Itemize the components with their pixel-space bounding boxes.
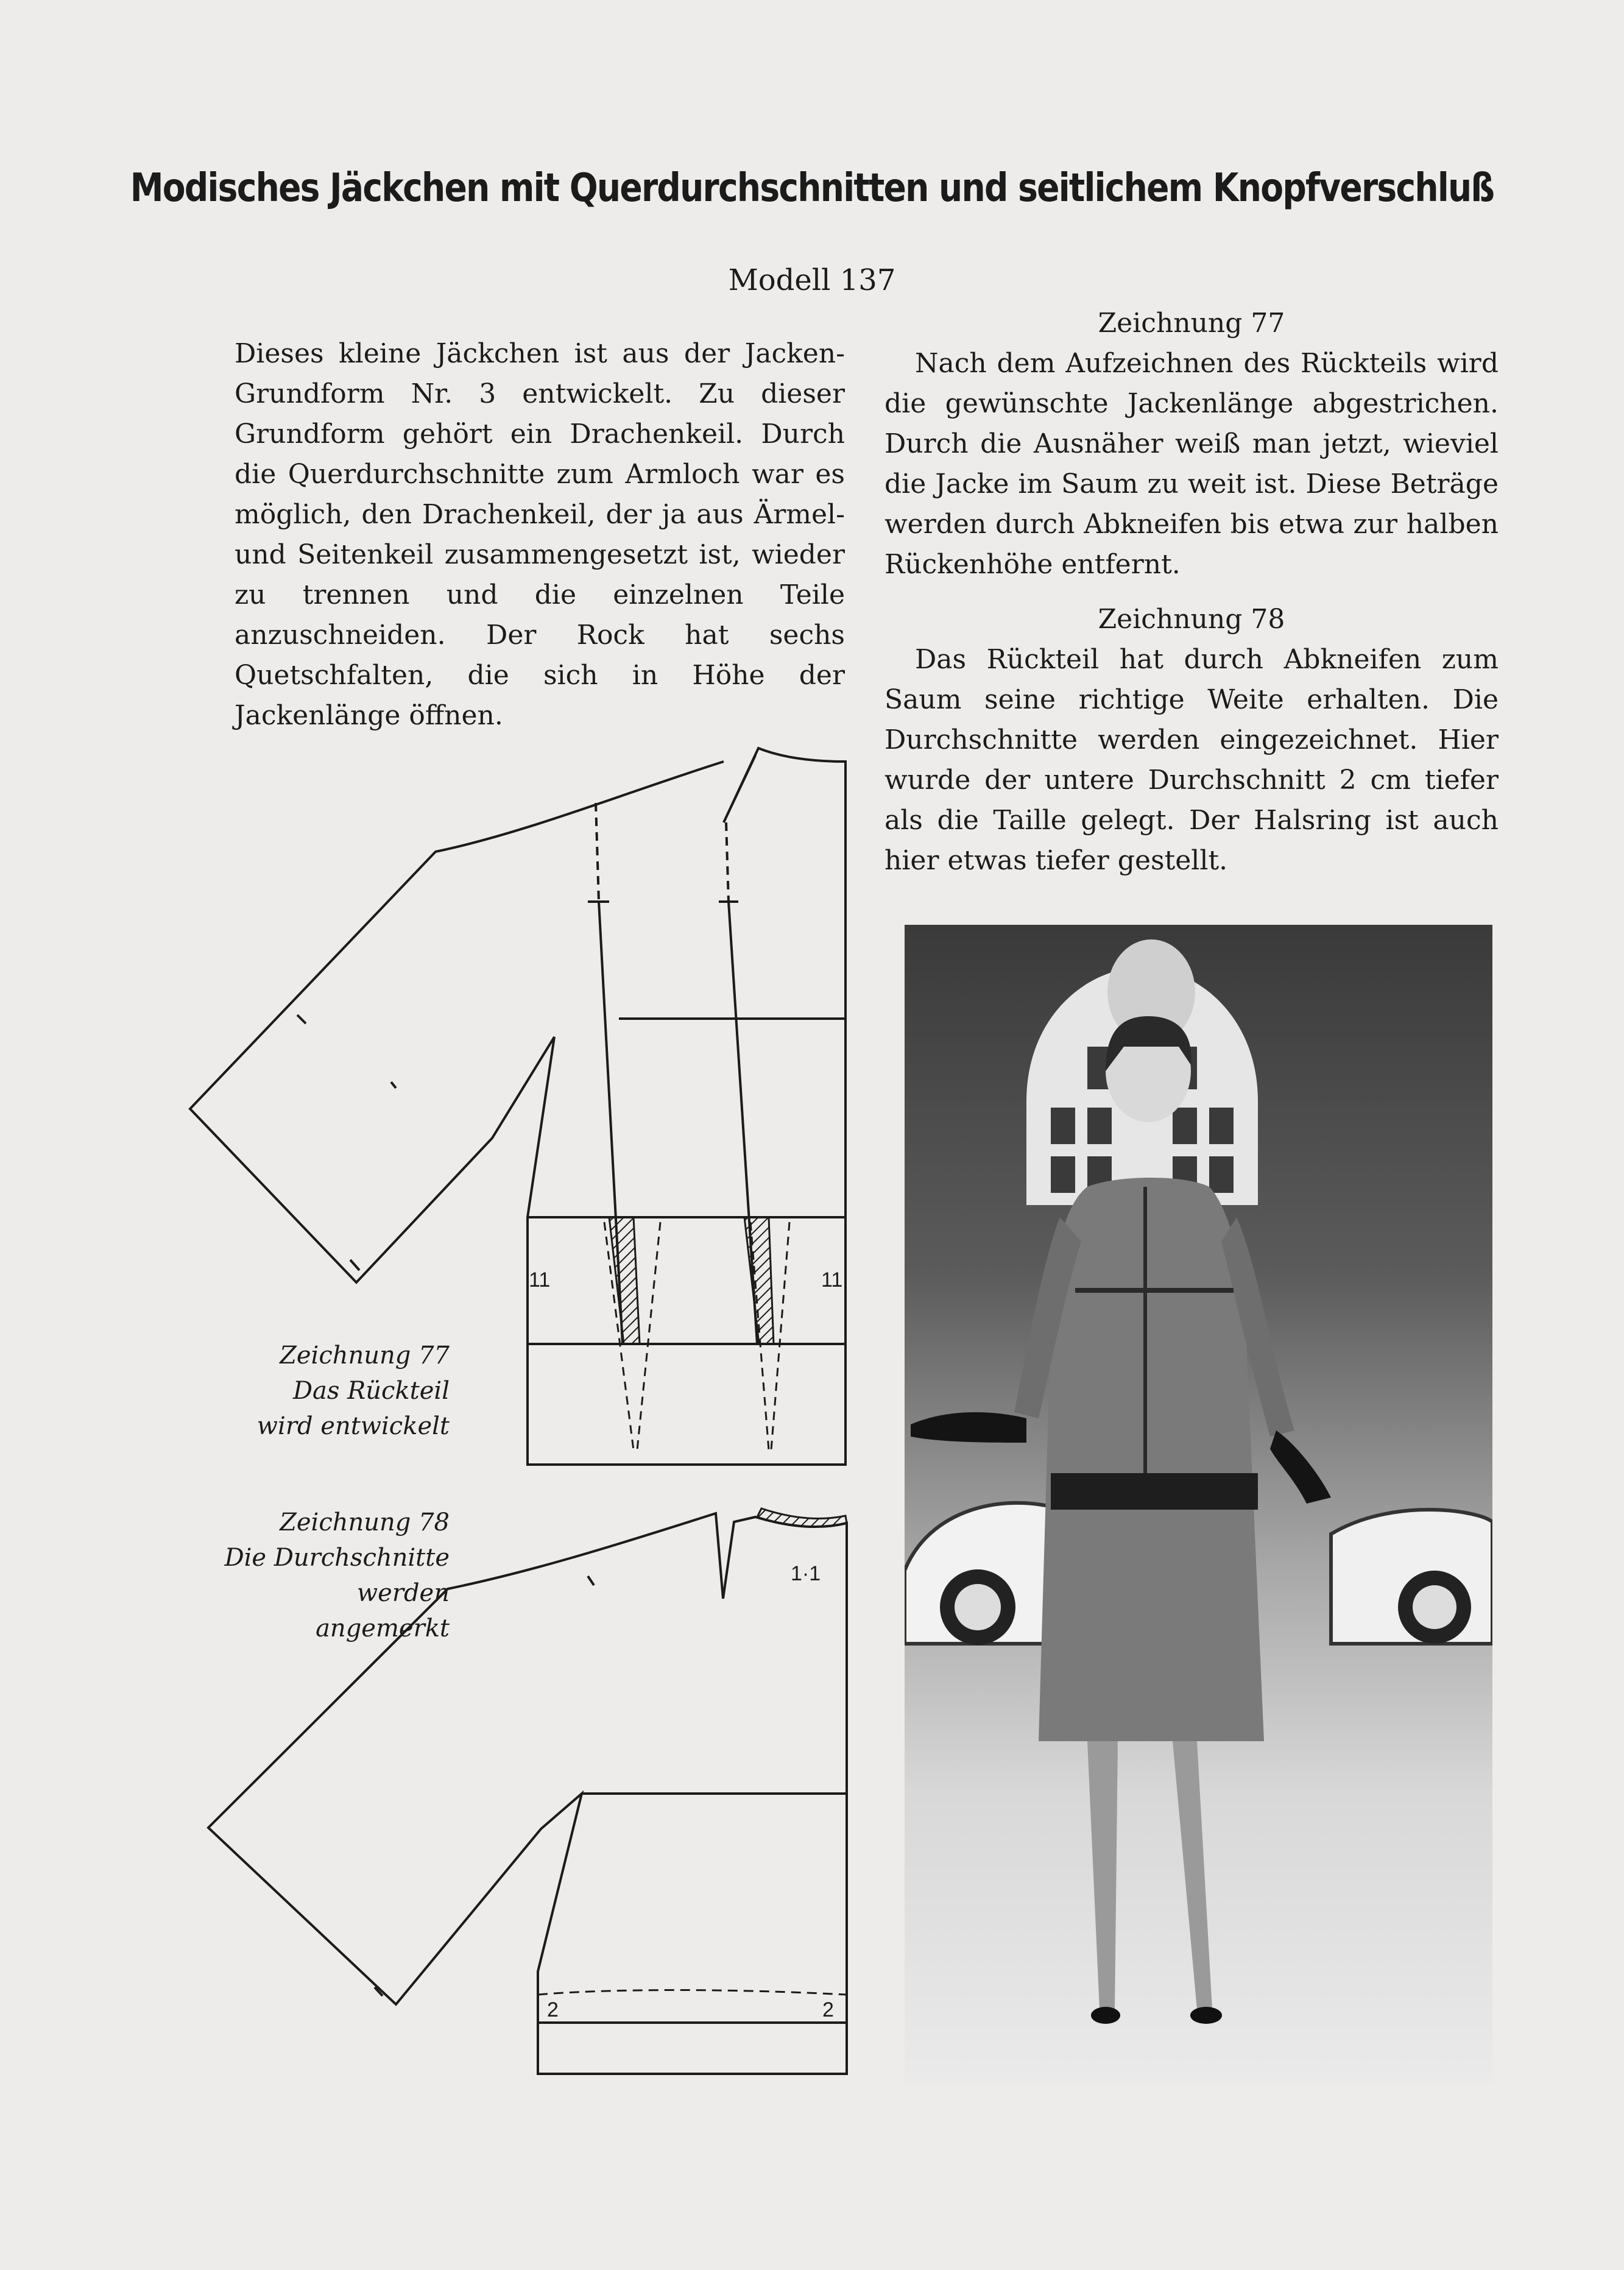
model-number: Modell 137	[728, 263, 896, 297]
back-piece-outline-77	[190, 748, 846, 1465]
label-77-right: 11	[821, 1268, 843, 1292]
caption-77-line-1: Zeichnung 77	[280, 1342, 450, 1370]
caption-78-line-1: Zeichnung 78	[280, 1508, 450, 1536]
heading-zeichnung-78: Zeichnung 78	[1098, 604, 1285, 635]
heading-zeichnung-77: Zeichnung 77	[1098, 308, 1285, 339]
center-dash-left	[596, 803, 599, 902]
caption-78-line-3: werden	[356, 1579, 450, 1607]
intro-text: Dieses kleine Jäckchen ist aus der Jacken-Grundform Nr. 3 entwickelt. Zu dieser Grundform gehört ein Drachenkeil. Durch die Querdurchschnitte zum Armloch war es möglich, den Drachenkeil, der ja aus Ärmel- und Seitenkeil zusammengesetzt ist, wieder zu trennen und die einzelnen Teile anzuschneiden. Der Rock hat sechs Quetschfalten, die sich in Höhe der Jackenlänge öffnen.	[235, 338, 845, 731]
right-glove	[1270, 1430, 1331, 1504]
drawing-zeichnung-77	[190, 748, 846, 1465]
page-title: Modisches Jäckchen mit Querdurchschnitten und seitlichem Knopfverschluß	[130, 166, 1494, 211]
legs	[1087, 1741, 1212, 2009]
label-78-neck: 1·1	[791, 1562, 821, 1585]
fashion-photo	[905, 925, 1492, 2082]
text-zeichnung-78: Das Rückteil hat durch Abkneifen zum Saum seine richtige Weite erhalten. Die Durchschnitte werden eingezeichnet. Hier wurde der untere Durchschnitt 2 cm tiefer als die Taille gelegt. Der Halsring ist auch hier etwas tiefer gestellt.	[884, 644, 1499, 876]
caption-77-line-3: wird entwickelt	[256, 1412, 450, 1440]
label-77-left: 11	[529, 1268, 551, 1292]
hatched-dart-left	[609, 1217, 640, 1344]
left-glove	[911, 1412, 1026, 1443]
photo-illustration	[905, 925, 1492, 2082]
caption-78-line-4: angemerkt	[316, 1614, 450, 1642]
neck-hatch-78	[757, 1508, 847, 1527]
caption-77-line-2: Das Rückteil	[292, 1377, 450, 1405]
caption-78-line-2: Die Durchschnitte	[224, 1544, 450, 1572]
belt	[1051, 1473, 1258, 1510]
label-78-left: 2	[547, 1998, 559, 2021]
center-dash-right	[726, 822, 729, 902]
hem-dash-78	[538, 1990, 847, 1995]
label-78-right: 2	[822, 1998, 834, 2021]
drawing-zeichnung-78	[208, 1508, 847, 2074]
text-zeichnung-77: Nach dem Aufzeichnen des Rückteils wird die gewünschte Jackenlänge abgestrichen. Durch die Ausnäher weiß man jetzt, wieviel die Jacke im Saum zu weit ist. Diese Beträge werden durch Abkneifen bis etwa zur halben Rückenhöhe entfernt.	[884, 348, 1499, 580]
